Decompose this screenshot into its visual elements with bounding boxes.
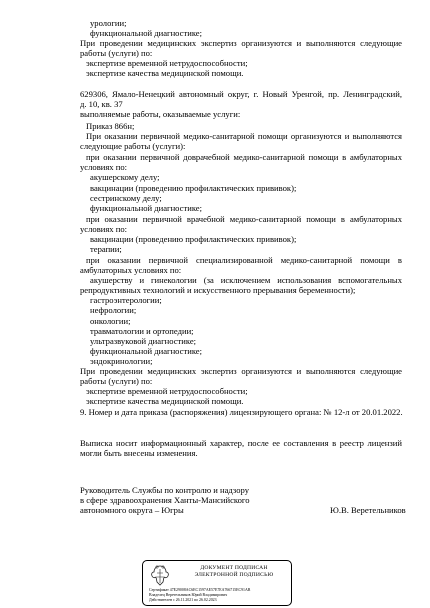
text-line: нефрологии; xyxy=(90,305,137,315)
text-line: репродуктивных технологий и искусственного прерывания беременности); xyxy=(80,285,356,295)
text-line: экспертизе качества медицинской помощи. xyxy=(86,68,244,78)
text-line: выполняемые работы, оказываемые услуги: xyxy=(80,109,241,119)
text-line: при оказании первичной доврачебной медико-санитарной помощи в амбулаторных xyxy=(86,152,402,162)
text-line: урологии; xyxy=(90,18,127,28)
text-line: экспертизе качества медицинской помощи. xyxy=(86,396,244,406)
stamp-title-line: ДОКУМЕНТ ПОДПИСАН xyxy=(200,565,268,571)
disclaimer-line: могли быть внесены изменения. xyxy=(80,448,198,458)
text-line: акушерству и гинекологии (за исключением использования вспомогательных xyxy=(90,275,402,285)
text-line: при оказании первичной врачебной медико-санитарной помощи в амбулаторных xyxy=(86,214,402,224)
certificate-owner: Владелец Веретельников Юрий Владимирович xyxy=(149,593,228,597)
text-line: травматологии и ортопедии; xyxy=(90,326,194,336)
text-line: При оказании первичной медико-санитарной помощи организуются и выполняются xyxy=(86,131,402,141)
signatory-position: Руководитель Службы по контролю и надзору xyxy=(80,485,250,495)
text-line: эндокринологии; xyxy=(90,356,153,366)
text-line: амбулаторных условиях по: xyxy=(80,265,182,275)
text-line: работы (услуги) по: xyxy=(80,48,153,58)
text-line: функциональной диагностике; xyxy=(90,203,203,213)
text-line: экспертизе временной нетрудоспособности; xyxy=(86,386,248,396)
order-line: 9. Номер и дата приказа (распоряжения) лицензирующего органа: № 12-л от 20.01.2022. xyxy=(80,407,403,417)
address-line: 629306, Ямало-Ненецкий автономный округ, г. Новый Уренгой, пр. Ленинградский, xyxy=(80,89,402,99)
disclaimer-line: Выписка носит информационный характер, после ее составления в реестр лицензий xyxy=(80,438,402,448)
certificate-number: Сертификат 47E29008AC6EC1597AE57E7EA766715EC91AB xyxy=(149,588,251,592)
text-line: работы (услуги) по: xyxy=(80,376,153,386)
address-line: д. 10, кв. 37 xyxy=(80,99,123,109)
coat-of-arms-icon xyxy=(149,563,171,587)
text-line: условиях по: xyxy=(80,224,128,234)
stamp-title-line: ЭЛЕКТРОННОЙ ПОДПИСЬЮ xyxy=(194,572,274,578)
text-line: онкологии; xyxy=(90,316,131,326)
signatory-position: автономного округа – Югры xyxy=(80,505,184,515)
text-line: следующие работы (услуги): xyxy=(80,141,186,151)
text-line: гастроэнтерологии; xyxy=(90,295,162,305)
text-line: условиях по: xyxy=(80,162,128,172)
text-line: сестринскому делу; xyxy=(90,193,162,203)
text-line: экспертизе временной нетрудоспособности; xyxy=(86,58,248,68)
signatory-position: в сфере здравоохранения Ханты-Мансийского xyxy=(80,495,250,505)
text-line: вакцинации (проведению профилактических прививок); xyxy=(90,183,297,193)
e-signature-stamp xyxy=(142,560,292,606)
text-line: при оказании первичной специализированной медико-санитарной помощи в xyxy=(86,255,402,265)
text-line: Приказ 866н; xyxy=(86,121,135,131)
text-line: функциональной диагностике; xyxy=(90,346,203,356)
signatory-name: Ю.В. Веретельников xyxy=(330,505,406,515)
text-line: ультразвуковой диагностике; xyxy=(90,336,197,346)
text-line: акушерскому делу; xyxy=(90,172,160,182)
stamp-title xyxy=(179,565,289,579)
text-line: При проведении медицинских экспертиз организуются и выполняются следующие xyxy=(80,366,402,376)
text-line: функциональной диагностике; xyxy=(90,28,203,38)
text-line: При проведении медицинских экспертиз организуются и выполняются следующие xyxy=(80,38,402,48)
certificate-validity: Действителен с 26.11.2021 по 26.02.2023 xyxy=(149,598,217,602)
text-line: терапии; xyxy=(90,244,122,254)
text-line: вакцинации (проведению профилактических прививок); xyxy=(90,234,297,244)
